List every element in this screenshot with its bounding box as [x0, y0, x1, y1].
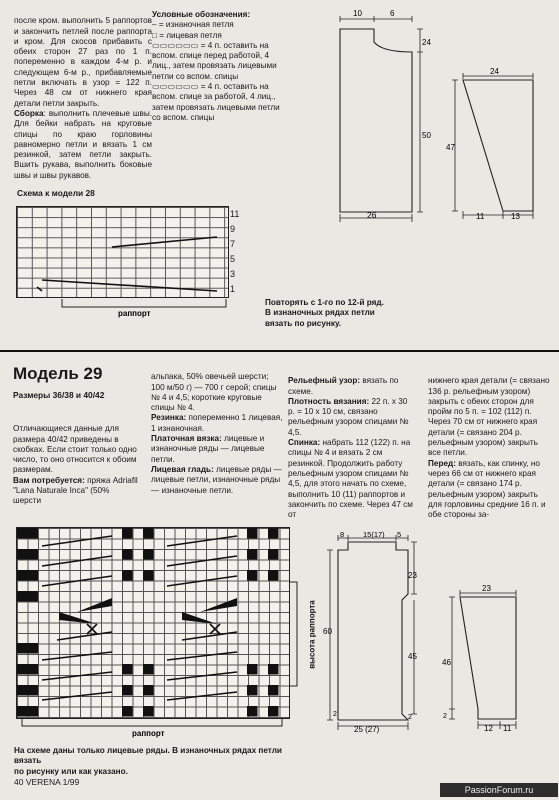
b29-h2: 60 — [323, 627, 332, 636]
dim-bottom: 26 — [367, 210, 377, 220]
model-29-title: Модель 29 — [13, 364, 103, 383]
top-left-paragraph — [14, 6, 152, 181]
model-29-sizes: Размеры 36/38 и 40/42 — [13, 390, 105, 400]
scheme-28-row-numbers — [230, 206, 250, 298]
continued-text: после кром. выполнить 5 раппортов и закончить петлей после раппорта и кром. Для скосов прибавить с обеих сторон 27 раз по 1 п. попеременно в каждом 4-м р. и следующем 6-м р., прибавляемые петли включать в узор = 122 п. Через 48 см от нижнего края детали петли закрыть. — [14, 16, 152, 108]
sleeve-height: 47 — [446, 143, 455, 152]
row-num-11: 11 — [230, 209, 240, 219]
dim-w2: 6 — [390, 9, 395, 18]
back-text: набрать 112 (122) п. на спицы № 4 и вязать 2 см резинкой. Продолжить работу рельефным узором спицами № 4,5, для этого начать по схеме, выполнить 10 (11) раппортов и закончить по схеме. Через 47 см от — [288, 438, 413, 520]
s29-b2: 11 — [503, 724, 512, 733]
scheme-29-rapport-label: раппорт — [132, 729, 165, 738]
plaited-text: лицевые и изнаночные ряды — лицевые петли. — [151, 434, 265, 464]
model-29-col2 — [151, 362, 284, 496]
front-text: вязать, как спинку, но через 66 см от нижнего края детали (= связано 174 р. рельефным узором) закрыть для горловины средние 16 п. и обе стороны за- — [428, 458, 546, 520]
row-num-7: 7 — [230, 239, 236, 249]
front-title: Перед: — [428, 458, 456, 468]
assembly-title: Сборка — [14, 108, 44, 118]
sleeve-b2: 13 — [511, 212, 520, 221]
model-29-intro: Отличающиеся данные для размера 40/42 приведены в скобках. Если стоит только одно число, то оно относится к обоим размерам. — [13, 424, 137, 475]
dim-h2: 50 — [422, 131, 431, 140]
plaited-title: Платочная вязка: — [151, 434, 222, 444]
s29-top: 23 — [482, 584, 491, 593]
row-num-5: 5 — [230, 254, 236, 264]
scheme-29-rapport-bracket — [20, 717, 290, 739]
b29-t3: 5 — [397, 530, 402, 539]
pattern-28-back-diagram — [330, 8, 430, 223]
s29-b1: 12 — [484, 724, 493, 733]
rib-text: попеременно 1 лицевая, 1 изнаночная. — [151, 413, 283, 433]
scheme-28-rapport-label: раппорт — [118, 309, 151, 318]
row-num-9: 9 — [230, 224, 236, 234]
b29-t1: 8 — [340, 530, 345, 539]
model-29-col4 — [428, 366, 553, 520]
materials-continued: альпака, 50% овечьей шерсти; 100 м/50 г) — 700 г серой; спицы № 4 и 4,5; короткие круговые спицы № 4. — [151, 372, 277, 413]
stockinette-title: Лицевая гладь: — [151, 464, 214, 474]
relief-title: Рельефный узор: — [288, 376, 361, 386]
page-footer: 40 VERENA 1/99 — [14, 777, 80, 787]
b29-h4: 2 — [408, 714, 412, 721]
row-num-3: 3 — [230, 269, 236, 279]
scheme-28-grid — [16, 206, 229, 298]
pattern-29-back-diagram — [318, 530, 418, 734]
relief-text: вязать по схеме. — [288, 376, 399, 396]
b29-h3: 45 — [408, 652, 417, 661]
scheme-28-cable-lines — [17, 207, 228, 297]
rib-title: Резинка: — [151, 413, 187, 423]
legend-item-cable-front: ▭▭▭▭▭▭ = 4 п. оставить на вспом. спице перед работой, 4 лиц., затем провязать лицевыми петли со вспом. спицы — [152, 40, 277, 81]
b29-left: 2 — [333, 711, 337, 718]
model-29-col3 — [288, 366, 416, 520]
scheme-29-side-label: высота раппорта — [307, 600, 317, 669]
b29-h1: 23 — [408, 571, 417, 580]
row-num-1: 1 — [230, 284, 236, 294]
stockinette-text: лицевые ряды — лицевые петли, изнаночные ряды — изнаночные петли. — [151, 464, 282, 495]
legend-item-knit: □ = лицевая петля — [152, 30, 222, 40]
legend — [152, 10, 285, 123]
b29-t2: 15(17) — [363, 530, 385, 539]
materials-title: Вам потребуется: — [13, 475, 85, 485]
dim-h1: 24 — [422, 38, 431, 47]
scheme-28-note: Повторять с 1-го по 12-й ряд. В изнаночных рядах петли вязать по рисунку. — [265, 298, 384, 328]
back-continued: нижнего края детали (= связано 136 р. рельефным узором) закрыть с обеих сторон для пройм по 5 п. = 102 (112) п. Через 70 см от нижнего края детали (= связано 204 р. рельефным узором) закрыть все петли. — [428, 376, 550, 458]
sleeve-b1: 11 — [476, 212, 485, 221]
s29-h1: 46 — [442, 658, 451, 667]
section-divider — [0, 350, 559, 352]
pattern-29-sleeve-diagram — [438, 585, 543, 735]
materials-text: пряжа Adriafil "Lana Naturale Inca" (50% шерсти — [13, 475, 138, 506]
model-29-col1 — [13, 414, 138, 507]
density-text: 22 п. х 30 р. = 10 х 10 см, связано рельефным узором спицами № 4,5. — [288, 396, 409, 437]
scheme-29-grid — [16, 527, 290, 719]
scheme-29-note: На схеме даны только лицевые ряды. В изнаночных рядах петли вязать по рисунку или как указано. — [14, 746, 282, 776]
scheme-29-height-bracket — [289, 580, 303, 690]
back-title: Спинка: — [288, 438, 321, 448]
legend-item-cable-back: ▭▭▭▭▭▭ = 4 п. оставить на вспом. спице за работой, 4 лиц., затем провязать лицевыми петли со вспом. спицы — [152, 82, 280, 122]
b29-bottom: 25 (27) — [354, 725, 380, 734]
scheme-28-title: Схема к модели 28 — [17, 188, 95, 198]
pattern-28-sleeve-diagram — [443, 67, 543, 225]
legend-item-purl: – = изнаночная петля — [152, 20, 234, 30]
scheme-29-motifs — [17, 528, 289, 718]
density-title: Плотность вязания: — [288, 396, 370, 406]
sleeve-top: 24 — [490, 67, 499, 76]
scheme-28-rapport-bracket — [60, 297, 230, 317]
s29-h2: 2 — [443, 713, 447, 720]
dim-w1: 10 — [353, 9, 362, 18]
assembly-text: : выполнить плечевые швы. Для бейки набрать на круговые спицы по краю горловины равномерно петли и вязать 1 см резинкой, затем петли закрыть. Вшить рукава, выполнить боковые швы и швы рукавов. — [14, 108, 152, 180]
legend-title: Условные обозначения: — [152, 10, 251, 19]
watermark: PassionForum.ru — [440, 783, 558, 797]
